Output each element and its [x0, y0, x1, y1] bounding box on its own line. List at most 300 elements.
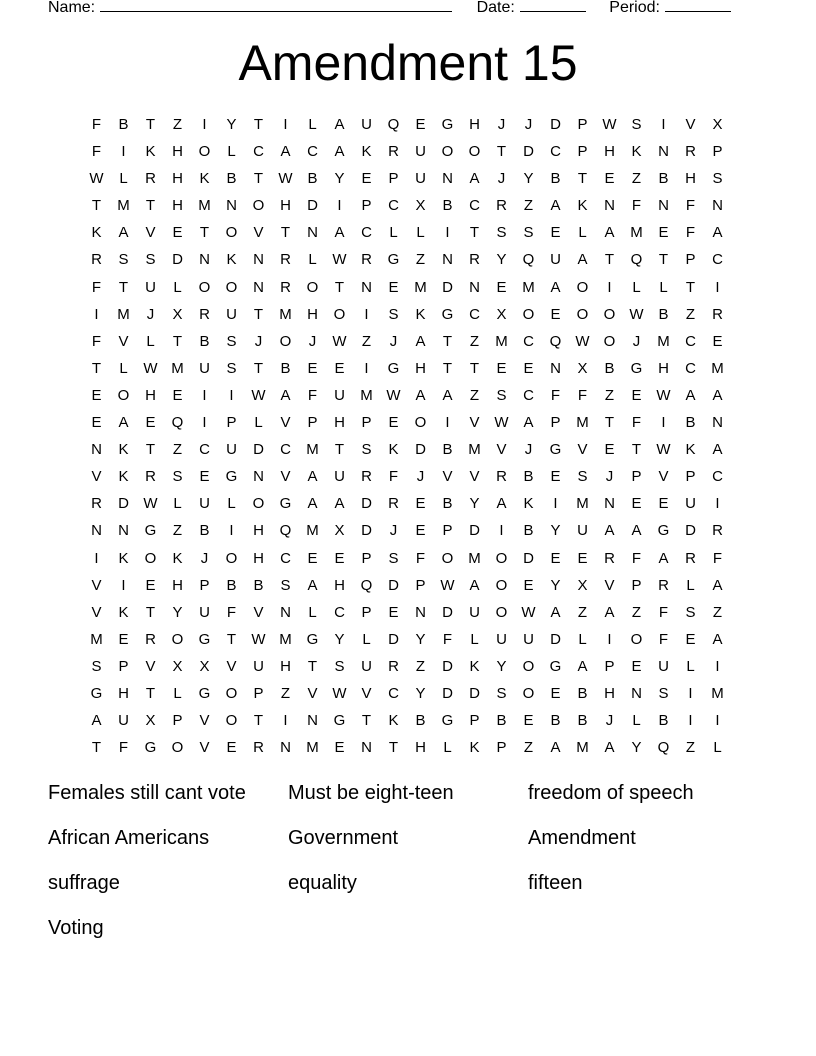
grid-letter[interactable]: T [253, 712, 264, 730]
grid-letter[interactable]: R [91, 251, 102, 269]
grid-letter[interactable]: A [280, 143, 291, 161]
grid-letter[interactable]: I [364, 359, 369, 377]
grid-letter[interactable]: M [90, 630, 103, 648]
grid-letter[interactable]: T [307, 657, 318, 675]
grid-letter[interactable]: H [118, 684, 129, 702]
grid-letter[interactable]: O [198, 278, 211, 296]
grid-letter[interactable]: B [415, 712, 426, 730]
grid-letter[interactable]: B [253, 576, 264, 594]
grid-letter[interactable]: M [414, 278, 427, 296]
grid-letter[interactable]: K [91, 224, 102, 242]
grid-letter[interactable]: M [171, 359, 184, 377]
grid-letter[interactable]: E [523, 359, 534, 377]
grid-letter[interactable]: F [658, 630, 669, 648]
grid-letter[interactable]: T [91, 359, 102, 377]
grid-letter[interactable]: H [415, 739, 426, 757]
grid-letter[interactable]: D [469, 522, 480, 540]
grid-letter[interactable]: E [415, 495, 426, 513]
grid-letter[interactable]: F [118, 739, 129, 757]
grid-letter[interactable]: W [494, 414, 509, 432]
grid-letter[interactable]: X [577, 359, 588, 377]
grid-letter[interactable]: P [226, 414, 237, 432]
grid-letter[interactable]: Z [523, 197, 534, 215]
grid-letter[interactable]: B [226, 576, 237, 594]
grid-letter[interactable]: H [253, 549, 264, 567]
grid-letter[interactable]: I [229, 386, 234, 404]
grid-letter[interactable]: I [715, 712, 720, 730]
grid-letter[interactable]: W [629, 305, 644, 323]
grid-letter[interactable]: J [524, 441, 533, 459]
grid-letter[interactable]: I [202, 116, 207, 133]
grid-letter[interactable]: O [225, 712, 238, 730]
grid-letter[interactable]: K [118, 549, 129, 567]
grid-letter[interactable]: Q [279, 522, 292, 540]
grid-letter[interactable]: J [497, 170, 506, 188]
grid-letter[interactable]: P [118, 657, 129, 675]
grid-letter[interactable]: E [388, 278, 399, 296]
grid-letter[interactable]: T [91, 739, 102, 757]
grid-letter[interactable]: T [577, 170, 588, 188]
grid-letter[interactable]: U [496, 630, 507, 648]
grid-letter[interactable]: R [199, 305, 210, 323]
grid-letter[interactable]: C [469, 305, 480, 323]
grid-letter[interactable]: T [253, 116, 264, 133]
grid-letter[interactable]: D [442, 657, 453, 675]
grid-letter[interactable]: E [199, 468, 210, 486]
grid-letter[interactable]: U [469, 603, 480, 621]
grid-letter[interactable]: W [521, 603, 536, 621]
grid-letter[interactable]: F [91, 143, 102, 161]
grid-letter[interactable]: U [415, 170, 426, 188]
grid-letter[interactable]: T [442, 359, 453, 377]
grid-letter[interactable]: O [522, 305, 535, 323]
grid-letter[interactable]: U [523, 630, 534, 648]
grid-letter[interactable]: Z [685, 305, 696, 323]
grid-letter[interactable]: F [550, 386, 561, 404]
grid-letter[interactable]: J [524, 116, 533, 133]
grid-letter[interactable]: K [388, 712, 399, 730]
grid-letter[interactable]: M [495, 332, 508, 350]
grid-letter[interactable]: K [118, 468, 129, 486]
grid-letter[interactable]: R [280, 278, 291, 296]
grid-letter[interactable]: N [199, 251, 210, 269]
grid-letter[interactable]: A [550, 278, 561, 296]
grid-letter[interactable]: O [468, 143, 481, 161]
grid-letter[interactable]: V [118, 332, 129, 350]
grid-letter[interactable]: M [576, 739, 589, 757]
grid-letter[interactable]: P [469, 712, 480, 730]
grid-letter[interactable]: O [333, 305, 346, 323]
grid-letter[interactable]: O [576, 278, 589, 296]
name-field[interactable] [100, 0, 452, 12]
grid-letter[interactable]: E [658, 224, 669, 242]
grid-letter[interactable]: L [362, 630, 371, 648]
grid-letter[interactable]: K [118, 603, 129, 621]
grid-letter[interactable]: C [280, 441, 291, 459]
grid-letter[interactable]: T [226, 630, 237, 648]
grid-letter[interactable]: I [337, 197, 342, 215]
grid-letter[interactable]: T [604, 414, 615, 432]
grid-letter[interactable]: V [91, 576, 102, 594]
grid-letter[interactable]: S [280, 576, 291, 594]
grid-letter[interactable]: O [225, 549, 238, 567]
grid-letter[interactable]: E [631, 495, 642, 513]
grid-letter[interactable]: P [442, 522, 453, 540]
grid-letter[interactable]: V [577, 441, 588, 459]
grid-letter[interactable]: D [550, 116, 561, 133]
grid-letter[interactable]: R [280, 251, 291, 269]
grid-letter[interactable]: G [441, 712, 454, 730]
grid-letter[interactable]: P [577, 143, 588, 161]
grid-letter[interactable]: Q [360, 576, 373, 594]
grid-letter[interactable]: T [631, 441, 642, 459]
grid-letter[interactable]: S [226, 332, 237, 350]
grid-letter[interactable]: R [496, 468, 507, 486]
grid-letter[interactable]: T [442, 332, 453, 350]
grid-letter[interactable]: E [550, 224, 561, 242]
grid-letter[interactable]: A [550, 197, 561, 215]
grid-letter[interactable]: U [361, 116, 372, 133]
grid-letter[interactable]: J [389, 522, 398, 540]
grid-letter[interactable]: O [441, 143, 454, 161]
grid-letter[interactable]: U [361, 657, 372, 675]
grid-letter[interactable]: N [361, 739, 372, 757]
grid-letter[interactable]: Z [631, 603, 642, 621]
grid-letter[interactable]: S [388, 549, 399, 567]
grid-letter[interactable]: K [631, 143, 642, 161]
grid-letter[interactable]: P [361, 197, 372, 215]
grid-letter[interactable]: F [631, 197, 642, 215]
grid-letter[interactable]: I [121, 576, 126, 594]
grid-letter[interactable]: T [280, 224, 291, 242]
grid-letter[interactable]: B [199, 522, 210, 540]
grid-letter[interactable]: B [604, 359, 615, 377]
grid-letter[interactable]: A [334, 116, 345, 133]
grid-letter[interactable]: U [577, 522, 588, 540]
grid-letter[interactable]: E [172, 386, 183, 404]
grid-letter[interactable]: I [202, 414, 207, 432]
grid-letter[interactable]: S [361, 441, 372, 459]
grid-letter[interactable]: G [387, 251, 400, 269]
grid-letter[interactable]: D [118, 495, 129, 513]
grid-letter[interactable]: S [496, 684, 507, 702]
grid-letter[interactable]: T [604, 251, 615, 269]
grid-letter[interactable]: I [94, 305, 99, 323]
grid-letter[interactable]: V [496, 441, 507, 459]
grid-letter[interactable]: J [416, 468, 425, 486]
grid-letter[interactable]: O [441, 549, 454, 567]
grid-letter[interactable]: Z [577, 603, 588, 621]
grid-letter[interactable]: V [469, 414, 480, 432]
grid-letter[interactable]: N [253, 278, 264, 296]
grid-letter[interactable]: M [576, 414, 589, 432]
grid-letter[interactable]: O [225, 224, 238, 242]
grid-letter[interactable]: F [685, 224, 696, 242]
grid-letter[interactable]: I [229, 522, 234, 540]
grid-letter[interactable]: Z [361, 332, 372, 350]
grid-letter[interactable]: L [416, 224, 425, 242]
grid-letter[interactable]: B [685, 414, 696, 432]
grid-letter[interactable]: O [603, 305, 616, 323]
grid-letter[interactable]: W [143, 359, 158, 377]
grid-letter[interactable]: H [415, 359, 426, 377]
grid-letter[interactable]: G [657, 522, 670, 540]
grid-letter[interactable]: A [712, 630, 723, 648]
grid-letter[interactable]: P [199, 576, 210, 594]
grid-letter[interactable]: T [253, 305, 264, 323]
grid-letter[interactable]: Z [469, 332, 480, 350]
grid-letter[interactable]: S [685, 603, 696, 621]
grid-letter[interactable]: A [334, 495, 345, 513]
grid-letter[interactable]: I [283, 116, 288, 133]
grid-letter[interactable]: W [332, 684, 347, 702]
grid-letter[interactable]: I [607, 630, 612, 648]
grid-letter[interactable]: W [278, 170, 293, 188]
grid-letter[interactable]: V [226, 657, 237, 675]
grid-letter[interactable]: G [387, 359, 400, 377]
grid-letter[interactable]: L [173, 495, 182, 513]
grid-letter[interactable]: Z [415, 251, 426, 269]
grid-letter[interactable]: S [631, 116, 642, 133]
grid-letter[interactable]: K [577, 197, 588, 215]
grid-letter[interactable]: Z [631, 170, 642, 188]
grid-letter[interactable]: M [657, 332, 670, 350]
grid-letter[interactable]: I [688, 684, 693, 702]
grid-letter[interactable]: H [172, 197, 183, 215]
grid-letter[interactable]: X [334, 522, 345, 540]
grid-letter[interactable]: M [117, 305, 130, 323]
grid-letter[interactable]: J [605, 468, 614, 486]
grid-letter[interactable]: U [199, 495, 210, 513]
grid-letter[interactable]: L [308, 251, 317, 269]
grid-letter[interactable]: V [199, 712, 210, 730]
grid-letter[interactable]: K [145, 143, 156, 161]
grid-letter[interactable]: O [252, 495, 265, 513]
grid-letter[interactable]: B [199, 332, 210, 350]
grid-letter[interactable]: M [306, 739, 319, 757]
grid-letter[interactable]: B [496, 712, 507, 730]
grid-letter[interactable]: A [712, 576, 723, 594]
grid-letter[interactable]: D [469, 684, 480, 702]
grid-letter[interactable]: O [576, 305, 589, 323]
grid-letter[interactable]: C [307, 143, 318, 161]
grid-letter[interactable]: T [199, 224, 210, 242]
grid-letter[interactable]: Q [387, 116, 400, 133]
grid-letter[interactable]: R [145, 630, 156, 648]
grid-letter[interactable]: A [442, 386, 453, 404]
grid-letter[interactable]: H [172, 170, 183, 188]
grid-letter[interactable]: B [550, 170, 561, 188]
grid-letter[interactable]: M [117, 197, 130, 215]
grid-letter[interactable]: L [578, 224, 587, 242]
grid-letter[interactable]: E [388, 414, 399, 432]
grid-letter[interactable]: A [334, 224, 345, 242]
grid-letter[interactable]: W [251, 386, 266, 404]
grid-letter[interactable]: E [631, 386, 642, 404]
grid-letter[interactable]: S [91, 657, 102, 675]
grid-letter[interactable]: A [604, 522, 615, 540]
grid-letter[interactable]: A [685, 386, 696, 404]
grid-letter[interactable]: B [577, 712, 588, 730]
grid-letter[interactable]: R [658, 576, 669, 594]
grid-letter[interactable]: Y [415, 630, 426, 648]
grid-letter[interactable]: B [442, 495, 453, 513]
grid-letter[interactable]: U [226, 441, 237, 459]
grid-letter[interactable]: K [523, 495, 534, 513]
grid-letter[interactable]: Z [172, 522, 183, 540]
grid-letter[interactable]: E [91, 414, 102, 432]
grid-letter[interactable]: A [712, 441, 723, 459]
grid-letter[interactable]: O [495, 576, 508, 594]
grid-letter[interactable]: L [713, 739, 722, 757]
grid-letter[interactable]: Q [549, 332, 562, 350]
grid-letter[interactable]: G [225, 468, 238, 486]
grid-letter[interactable]: J [605, 712, 614, 730]
grid-letter[interactable]: E [145, 414, 156, 432]
grid-letter[interactable]: F [631, 414, 642, 432]
grid-letter[interactable]: G [144, 522, 157, 540]
grid-letter[interactable]: U [550, 251, 561, 269]
grid-letter[interactable]: N [307, 224, 318, 242]
grid-letter[interactable]: T [253, 170, 264, 188]
grid-letter[interactable]: R [253, 739, 264, 757]
grid-letter[interactable]: N [91, 441, 102, 459]
grid-letter[interactable]: J [632, 332, 641, 350]
grid-letter[interactable]: E [550, 684, 561, 702]
grid-letter[interactable]: Z [469, 386, 480, 404]
grid-letter[interactable]: T [145, 441, 156, 459]
grid-letter[interactable]: E [226, 739, 237, 757]
grid-letter[interactable]: A [118, 224, 129, 242]
date-field[interactable] [520, 0, 586, 12]
grid-letter[interactable]: A [631, 522, 642, 540]
grid-letter[interactable]: P [631, 576, 642, 594]
grid-letter[interactable]: P [253, 684, 264, 702]
grid-letter[interactable]: U [199, 603, 210, 621]
grid-letter[interactable]: C [253, 143, 264, 161]
grid-letter[interactable]: B [658, 305, 669, 323]
grid-letter[interactable]: P [172, 712, 183, 730]
grid-letter[interactable]: L [308, 603, 317, 621]
grid-letter[interactable]: I [283, 712, 288, 730]
grid-letter[interactable]: I [202, 386, 207, 404]
grid-letter[interactable]: R [388, 495, 399, 513]
grid-letter[interactable]: E [388, 603, 399, 621]
grid-letter[interactable]: G [144, 739, 157, 757]
grid-letter[interactable]: W [440, 576, 455, 594]
grid-letter[interactable]: G [630, 359, 643, 377]
grid-letter[interactable]: M [198, 197, 211, 215]
grid-letter[interactable]: W [143, 495, 158, 513]
grid-letter[interactable]: E [604, 441, 615, 459]
grid-letter[interactable]: R [388, 143, 399, 161]
grid-letter[interactable]: O [279, 332, 292, 350]
grid-letter[interactable]: T [469, 224, 480, 242]
grid-letter[interactable]: X [172, 657, 183, 675]
grid-letter[interactable]: G [441, 116, 454, 133]
grid-letter[interactable]: O [306, 278, 319, 296]
grid-letter[interactable]: N [604, 495, 615, 513]
grid-letter[interactable]: Q [522, 251, 535, 269]
grid-letter[interactable]: E [361, 170, 372, 188]
grid-letter[interactable]: O [198, 143, 211, 161]
grid-letter[interactable]: K [469, 657, 480, 675]
grid-letter[interactable]: I [661, 116, 666, 133]
grid-letter[interactable]: D [415, 441, 426, 459]
grid-letter[interactable]: P [361, 414, 372, 432]
grid-letter[interactable]: B [442, 197, 453, 215]
grid-letter[interactable]: E [334, 739, 345, 757]
grid-letter[interactable]: Q [171, 414, 184, 432]
grid-letter[interactable]: L [686, 576, 695, 594]
grid-letter[interactable]: R [361, 468, 372, 486]
grid-letter[interactable]: V [91, 468, 102, 486]
grid-letter[interactable]: C [712, 251, 723, 269]
grid-letter[interactable]: P [577, 116, 588, 133]
grid-letter[interactable]: D [442, 278, 453, 296]
grid-letter[interactable]: F [658, 603, 669, 621]
grid-letter[interactable]: V [685, 116, 696, 133]
grid-letter[interactable]: L [578, 630, 587, 648]
grid-letter[interactable]: A [469, 170, 480, 188]
grid-letter[interactable]: R [712, 305, 723, 323]
grid-letter[interactable]: A [118, 414, 129, 432]
grid-letter[interactable]: S [226, 359, 237, 377]
grid-letter[interactable]: J [497, 116, 506, 133]
grid-letter[interactable]: H [307, 305, 318, 323]
grid-letter[interactable]: Y [496, 251, 507, 269]
grid-letter[interactable]: O [225, 278, 238, 296]
grid-letter[interactable]: D [523, 549, 534, 567]
grid-letter[interactable]: D [307, 197, 318, 215]
grid-letter[interactable]: I [364, 305, 369, 323]
grid-letter[interactable]: B [280, 359, 291, 377]
grid-letter[interactable]: A [577, 657, 588, 675]
grid-letter[interactable]: H [253, 522, 264, 540]
grid-letter[interactable]: Q [657, 739, 670, 757]
grid-letter[interactable]: Y [496, 657, 507, 675]
grid-letter[interactable]: M [279, 305, 292, 323]
grid-letter[interactable]: J [389, 332, 398, 350]
grid-letter[interactable]: A [307, 576, 318, 594]
grid-letter[interactable]: R [604, 549, 615, 567]
grid-letter[interactable]: V [604, 576, 615, 594]
grid-letter[interactable]: E [550, 305, 561, 323]
grid-letter[interactable]: E [334, 549, 345, 567]
grid-letter[interactable]: C [361, 224, 372, 242]
grid-letter[interactable]: Y [550, 522, 561, 540]
grid-letter[interactable]: T [388, 739, 399, 757]
grid-letter[interactable]: N [280, 603, 291, 621]
grid-letter[interactable]: F [307, 386, 318, 404]
grid-letter[interactable]: T [361, 712, 372, 730]
grid-letter[interactable]: M [711, 684, 724, 702]
grid-letter[interactable]: C [469, 197, 480, 215]
grid-letter[interactable]: S [496, 224, 507, 242]
grid-letter[interactable]: Z [523, 739, 534, 757]
grid-letter[interactable]: P [712, 143, 723, 161]
grid-letter[interactable]: L [227, 143, 236, 161]
grid-letter[interactable]: R [145, 468, 156, 486]
grid-letter[interactable]: W [575, 332, 590, 350]
grid-letter[interactable]: V [658, 468, 669, 486]
grid-letter[interactable]: E [307, 549, 318, 567]
grid-letter[interactable]: F [415, 549, 426, 567]
grid-letter[interactable]: S [388, 305, 399, 323]
grid-letter[interactable]: D [172, 251, 183, 269]
grid-letter[interactable]: T [496, 143, 507, 161]
grid-letter[interactable]: S [712, 170, 723, 188]
